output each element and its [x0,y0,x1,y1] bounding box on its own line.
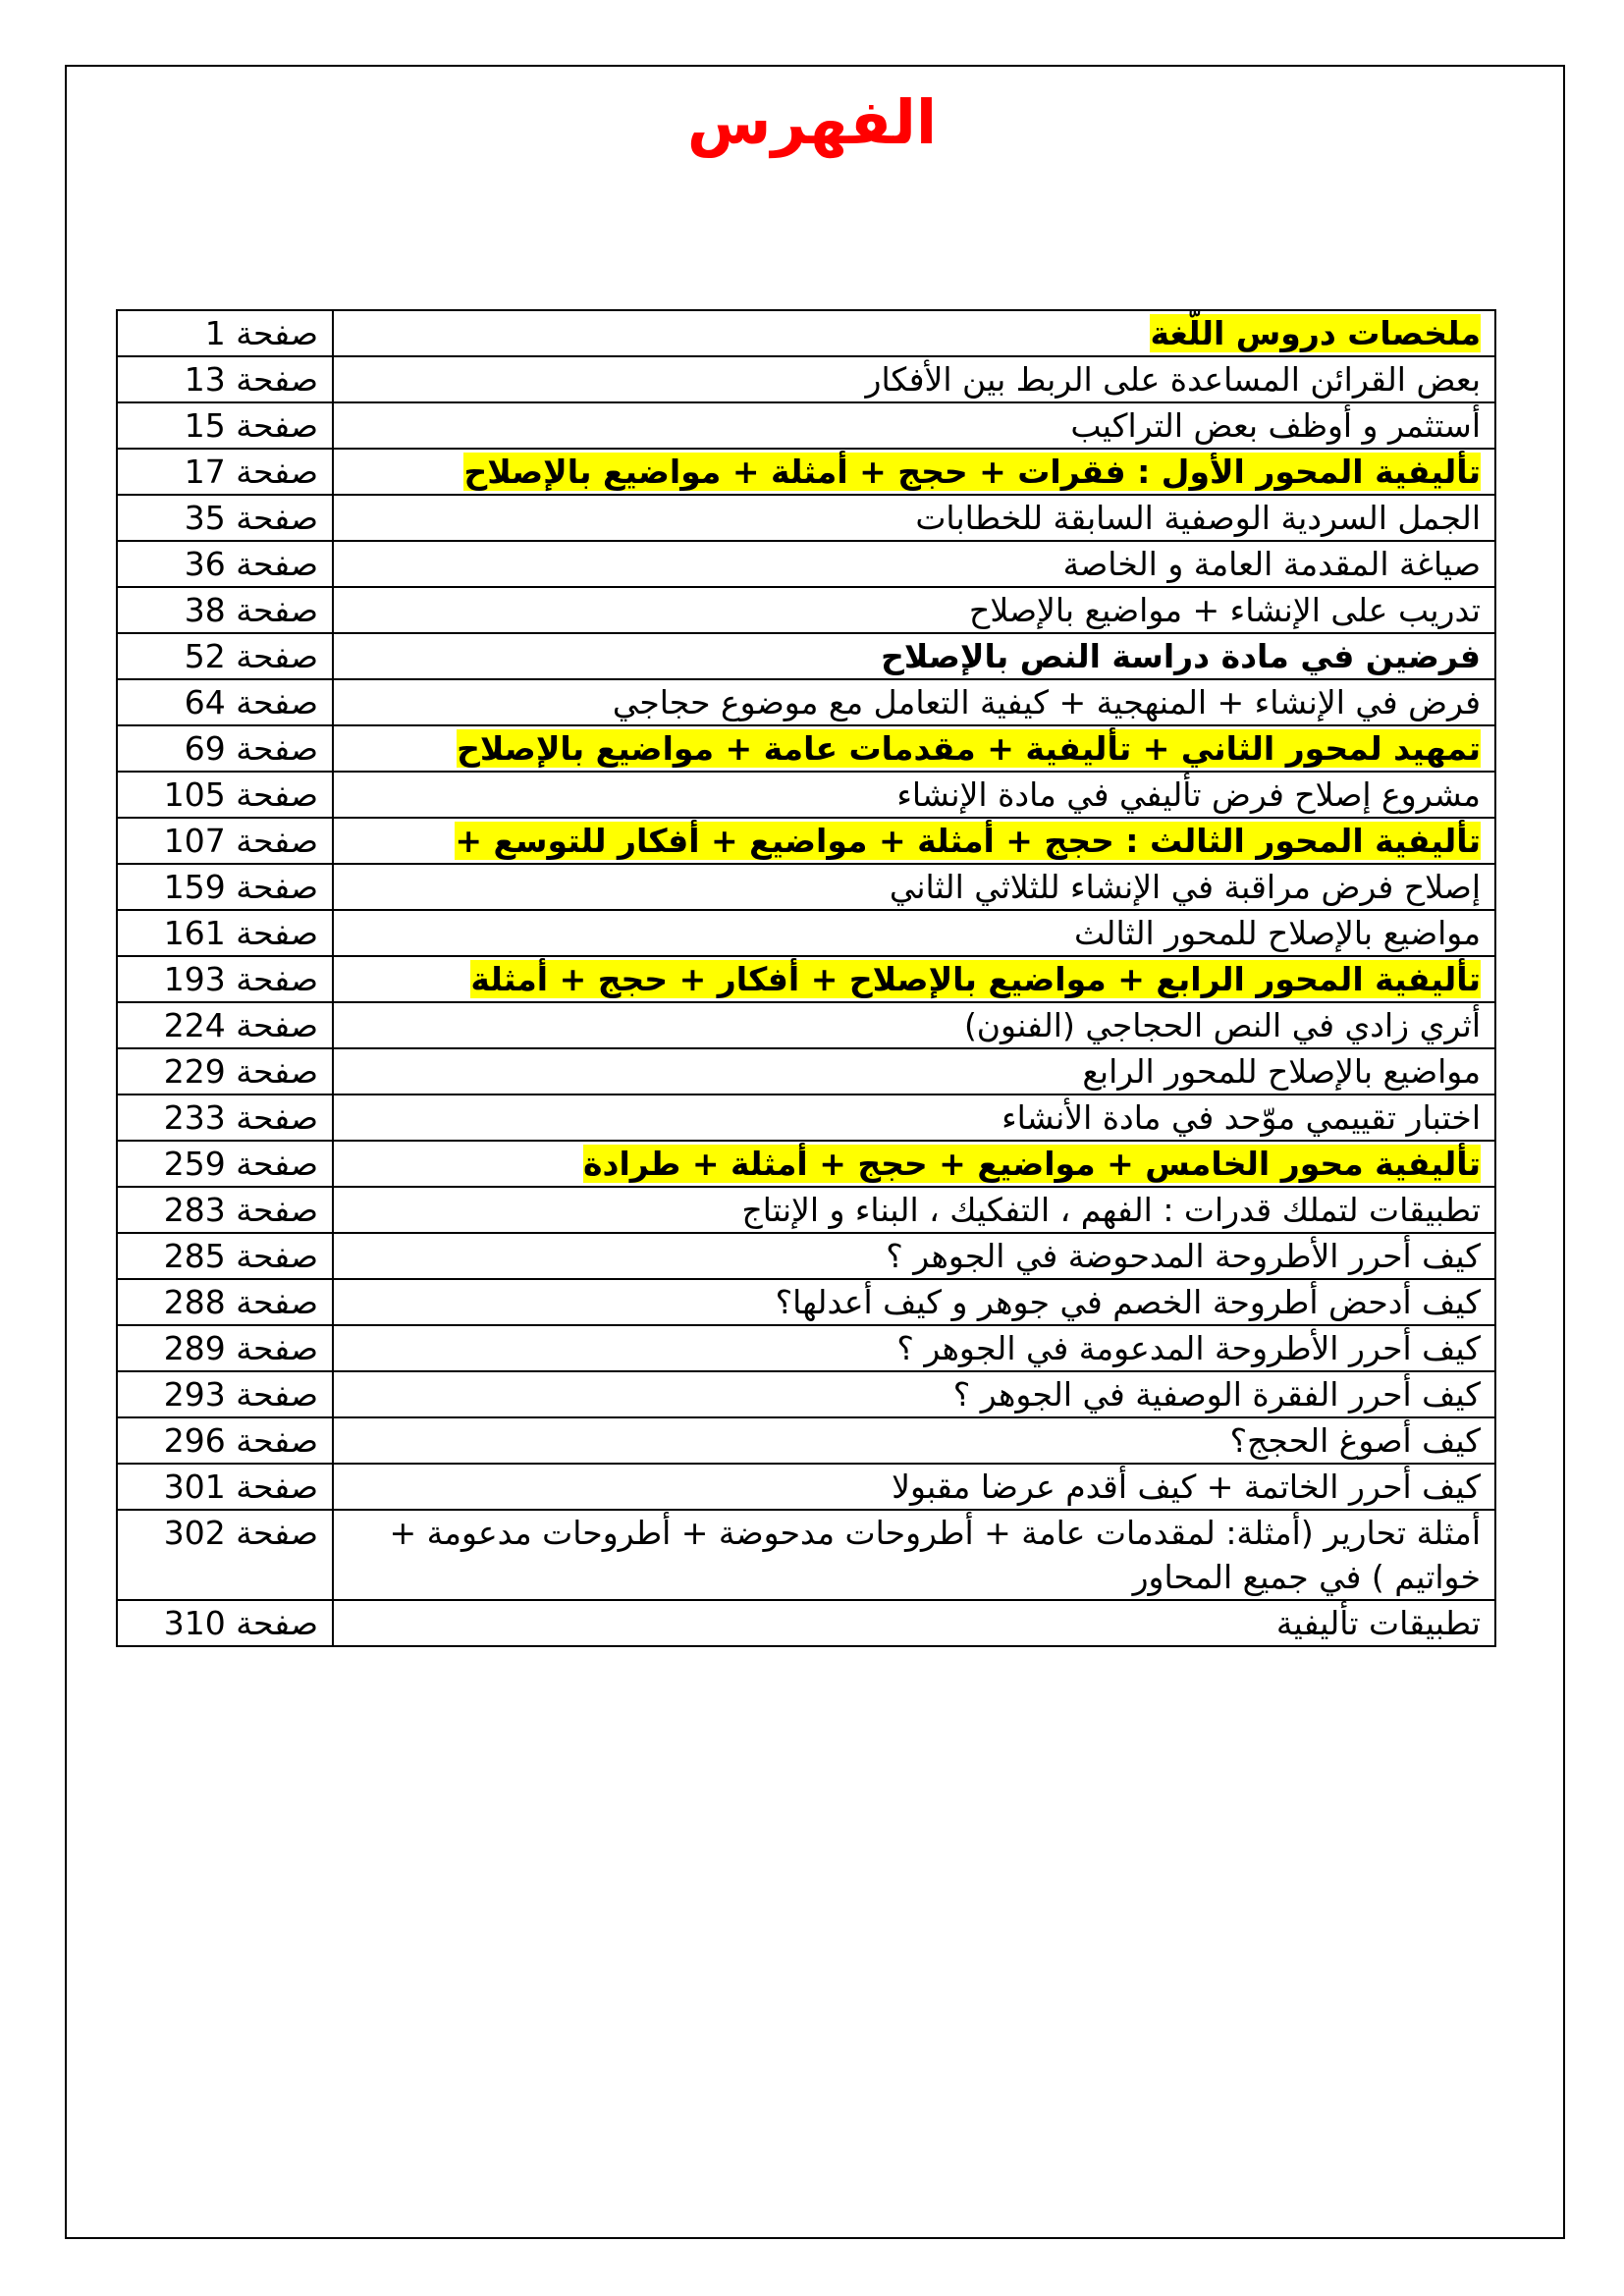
toc-entry-title: تأليفية محور الخامس + مواضيع + حجج + أمثلة + طرادة [583,1145,1481,1183]
toc-entry-page: صفحة 193 [117,956,333,1002]
table-row [117,1233,1495,1279]
toc-entry-page: صفحة 283 [117,1187,333,1233]
toc-entry-page: صفحة 302 [117,1510,333,1600]
table-row [117,356,1495,402]
toc-entry-title: كيف أحرر الخاتمة + كيف أقدم عرضا مقبولا [333,1464,1495,1510]
toc-entry-title: تأليفية المحور الرابع + مواضيع بالإصلاح + أفكار + حجج + أمثلة [470,960,1481,998]
table-row [117,725,1495,772]
table-row [117,1048,1495,1095]
toc-entry-page: صفحة 296 [117,1417,333,1464]
toc-entry-title: تدريب على الإنشاء + مواضيع بالإصلاح [333,587,1495,633]
toc-entry-page: صفحة 105 [117,772,333,818]
toc-entry-title: تأليفية المحور الأول : فقرات + حجج + أمثلة + مواضيع بالإصلاح [463,453,1481,491]
table-row [117,495,1495,541]
page-title: الفهرس [686,86,938,158]
table-row [117,1141,1495,1187]
table-row [117,772,1495,818]
toc-entry-page: صفحة 69 [117,725,333,772]
toc-entry-title: كيف أصوغ الحجج؟ [333,1417,1495,1464]
table-row [117,864,1495,910]
table-row [117,1600,1495,1646]
toc-entry-title: كيف أدحض أطروحة الخصم في جوهر و كيف أعدلها؟ [333,1279,1495,1325]
table-row [117,310,1495,356]
toc-entry-page: صفحة 289 [117,1325,333,1371]
table-row [117,956,1495,1002]
table-row [117,1002,1495,1048]
toc-entry-page: صفحة 288 [117,1279,333,1325]
toc-entry-title: اختبار تقييمي موّحد في مادة الأنشاء [333,1095,1495,1141]
toc-entry-title: بعض القرائن المساعدة على الربط بين الأفكار [333,356,1495,402]
toc-entry-title: الجمل السردية الوصفية السابقة للخطابات [333,495,1495,541]
table-row [117,1325,1495,1371]
toc-entry-page: صفحة 38 [117,587,333,633]
toc-entry-page: صفحة 36 [117,541,333,587]
table-row [117,1510,1495,1600]
toc-entry-title: كيف أحرر الأطروحة المدعومة في الجوهر ؟ [333,1325,1495,1371]
toc-entry-title: تأليفية المحور الثالث : حجج + أمثلة + مواضيع + أفكار للتوسع + [455,822,1481,860]
table-of-contents [116,309,1496,1647]
toc-entry-title: أثري زادي في النص الحجاجي (الفنون) [333,1002,1495,1048]
table-row [117,1095,1495,1141]
toc-entry-title: مواضيع بالإصلاح للمحور الثالث [333,910,1495,956]
toc-entry-title: فرض في الإنشاء + المنهجية + كيفية التعامل مع موضوع حجاجي [333,679,1495,725]
toc-entry-title: كيف أحرر الأطروحة المدحوضة في الجوهر ؟ [333,1233,1495,1279]
toc-entry-title: ملخصات دروس اللّغة [1150,314,1481,352]
toc-entry-title: مواضيع بالإصلاح للمحور الرابع [333,1048,1495,1095]
toc-entry-page: صفحة 310 [117,1600,333,1646]
toc-entry-title: أستثمر و أوظف بعض التراكيب [333,402,1495,449]
toc-entry-page: صفحة 301 [117,1464,333,1510]
toc-entry-page: صفحة 1 [117,310,333,356]
toc-entry-title: تطبيقات لتملك قدرات : الفهم ، التفكيك ، البناء و الإنتاج [333,1187,1495,1233]
toc-entry-page: صفحة 64 [117,679,333,725]
toc-entry-page: صفحة 224 [117,1002,333,1048]
toc-entry-page: صفحة 229 [117,1048,333,1095]
toc-entry-page: صفحة 233 [117,1095,333,1141]
table-row [117,679,1495,725]
table-row [117,402,1495,449]
toc-entry-title: إصلاح فرض مراقبة في الإنشاء للثلاثي الثاني [333,864,1495,910]
toc-entry-title: تطبيقات تأليفية [333,1600,1495,1646]
toc-entry-page: صفحة 107 [117,818,333,864]
toc-entry-page: صفحة 285 [117,1233,333,1279]
table-row [117,818,1495,864]
toc-entry-page: صفحة 13 [117,356,333,402]
table-row [117,1417,1495,1464]
table-row [117,1371,1495,1417]
toc-entry-title: كيف أحرر الفقرة الوصفية في الجوهر ؟ [333,1371,1495,1417]
toc-entry-page: صفحة 259 [117,1141,333,1187]
toc-entry-page: صفحة 293 [117,1371,333,1417]
toc-entry-page: صفحة 159 [117,864,333,910]
toc-entry-title: أمثلة تحارير (أمثلة: لمقدمات عامة + أطروحات مدحوضة + أطروحات مدعومة + خواتيم ) في جميع المحاور [333,1510,1495,1600]
toc-entry-title: فرضين في مادة دراسة النص بالإصلاح [333,633,1495,679]
table-row [117,633,1495,679]
toc-entry-page: صفحة 17 [117,449,333,495]
table-row [117,1279,1495,1325]
table-row [117,449,1495,495]
toc-entry-page: صفحة 52 [117,633,333,679]
table-row [117,910,1495,956]
table-row [117,541,1495,587]
toc-entry-page: صفحة 161 [117,910,333,956]
toc-entry-title: تمهيد لمحور الثاني + تأليفية + مقدمات عامة + مواضيع بالإصلاح [457,729,1481,768]
toc-entry-title: مشروع إصلاح فرض تأليفي في مادة الإنشاء [333,772,1495,818]
table-row [117,1464,1495,1510]
table-row [117,1187,1495,1233]
table-row [117,587,1495,633]
toc-entry-page: صفحة 35 [117,495,333,541]
toc-entry-page: صفحة 15 [117,402,333,449]
toc-entry-title: صياغة المقدمة العامة و الخاصة [333,541,1495,587]
